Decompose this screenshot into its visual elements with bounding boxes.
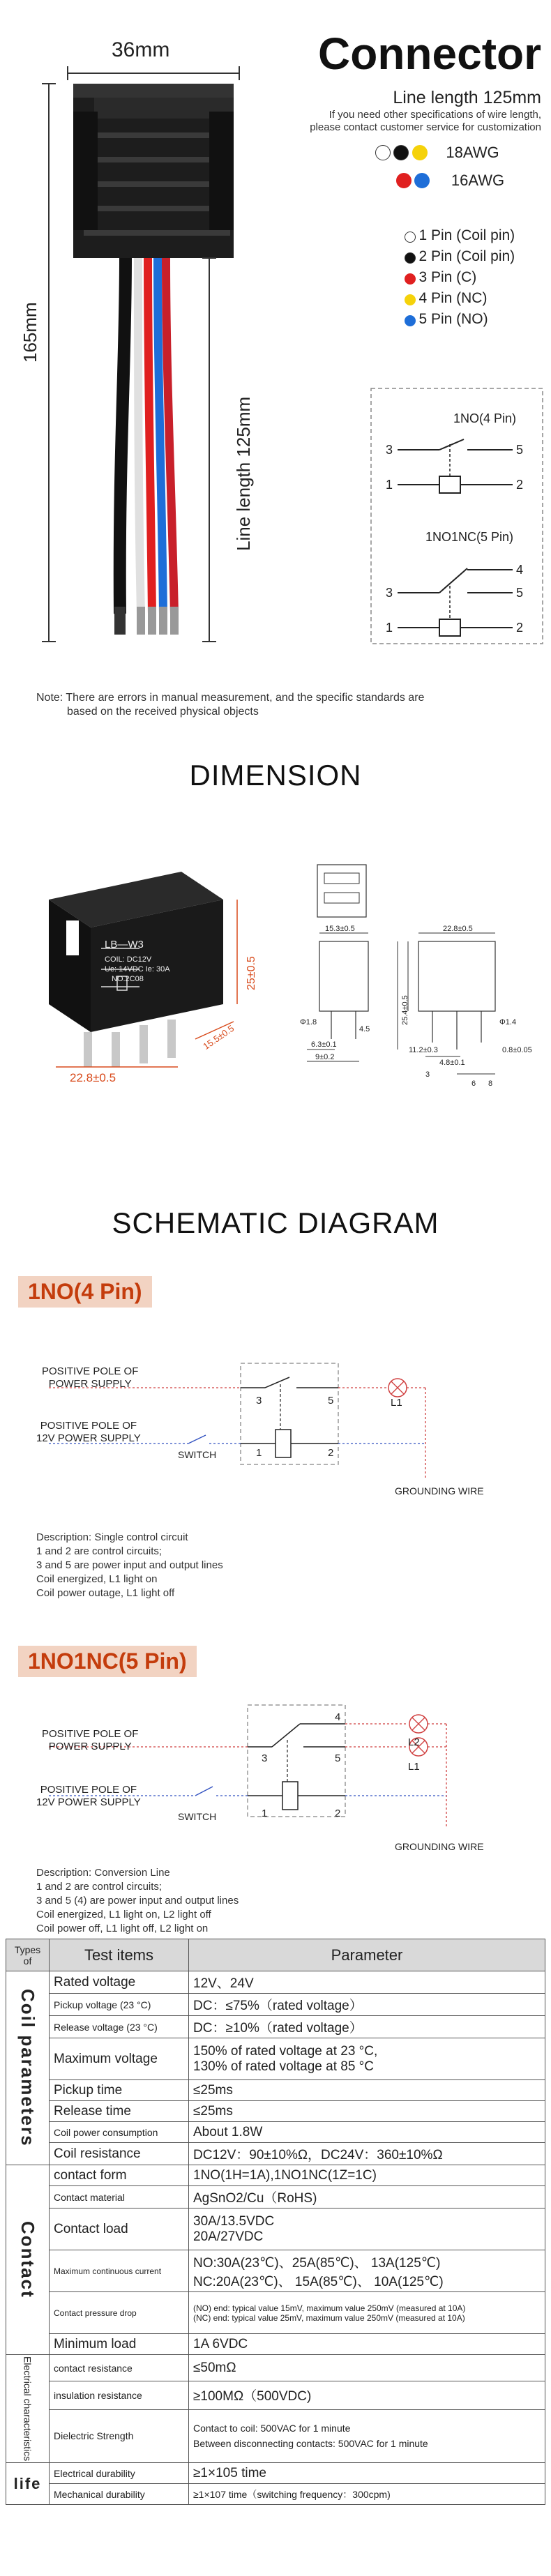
group-contact: Contact xyxy=(6,2165,50,2355)
pin1-dot-icon xyxy=(405,232,416,243)
circuit1-description: Description: Single control circuit 1 and 2 are control circuits; 3 and 5 are power input and output lines Coil energized, L1 light on Coil power outage, L1 light off xyxy=(36,1531,223,1599)
lamp-l1-label-2: L1 xyxy=(408,1761,420,1773)
group-coil: Coil parameters xyxy=(6,1971,50,2165)
pin-num-2b: 2 xyxy=(516,621,524,635)
table-row: Minimum load 1A 6VDC xyxy=(6,2334,545,2355)
dimension-heading: DIMENSION xyxy=(189,759,362,791)
pos12-supply-label: POSITIVE POLE OF 12V POWER SUPPLY xyxy=(36,1420,141,1444)
dim-6: 6 xyxy=(471,1079,476,1088)
connector-title: Connector xyxy=(318,29,541,79)
top-section xyxy=(0,0,551,739)
pin-legend-item: 2 Pin (Coil pin) xyxy=(405,248,515,269)
circuit2-description: Description: Conversion Line 1 and 2 are control circuits; 3 and 5 (4) are power input and output lines Coil energized, L1 light on, L2 light off Coil power off, L1 light off, L2 light on xyxy=(36,1867,239,1934)
c2-pin3: 3 xyxy=(262,1752,268,1764)
pin-num-2a: 2 xyxy=(516,478,524,492)
pin-num-1a: 1 xyxy=(386,478,393,492)
yellow-dot-icon xyxy=(412,145,428,160)
dim-9: 9±0.2 xyxy=(315,1053,335,1061)
connector-illustration xyxy=(42,70,251,656)
c1-pin5: 5 xyxy=(328,1395,334,1407)
blue-dot-icon xyxy=(414,173,430,188)
table-row: Pickup voltage (23 °C) DC：≤75%（rated voltage） xyxy=(6,1994,545,2016)
table-row: life Electrical durability ≥1×105 time xyxy=(6,2463,545,2484)
dim-phi1-4: Φ1.4 xyxy=(499,1018,517,1026)
dim-4-8: 4.8±0.1 xyxy=(439,1059,465,1067)
measurement-note-line2: based on the received physical objects xyxy=(67,706,259,718)
table-row: Maximum voltage 150% of rated voltage at 23 °C, 130% of rated voltage at 85 °C xyxy=(6,2038,545,2080)
c2-pin2: 2 xyxy=(335,1808,341,1819)
table-row: Release time ≤25ms xyxy=(6,2101,545,2122)
width-dimension-label: 36mm xyxy=(112,38,170,61)
awg16-row xyxy=(396,172,504,190)
table-row: Contact pressure drop (NO) end: typical value 15mV, maximum value 250mV (measured at 10A) (NC) end: typical value 25mV, maximum value 250mV (measured at 10A) xyxy=(6,2292,545,2334)
pin-diagram-5pin-title: 1NO1NC(5 Pin) xyxy=(425,530,514,544)
pin5-dot-icon xyxy=(405,315,416,326)
pin-diagram-4pin-title: 1NO(4 Pin) xyxy=(453,411,517,425)
ground-label-2: GROUNDING WIRE xyxy=(395,1841,484,1852)
dim-11-2: 11.2±0.3 xyxy=(409,1046,438,1054)
spec-table xyxy=(6,1939,545,2505)
dim-15-3: 15.3±0.5 xyxy=(325,925,355,933)
height-dimension-label: 165mm xyxy=(20,302,40,363)
black-dot-icon xyxy=(393,145,409,160)
dim-phi1-8: Φ1.8 xyxy=(300,1018,317,1026)
dim-6-3: 6.3±0.1 xyxy=(311,1040,337,1049)
dim-25-4: 25.4±0.5 xyxy=(401,995,409,1025)
relay-no-label: NO.2C08 xyxy=(112,975,144,983)
line-length-label: Line length 125mm xyxy=(393,88,541,107)
col-test-items: Test items xyxy=(50,1939,189,1971)
table-row: insulation resistance ≥100MΩ（500VDC) xyxy=(6,2381,545,2410)
c1-pin1: 1 xyxy=(256,1447,262,1459)
c2-pin1: 1 xyxy=(262,1808,268,1819)
c2-pin4: 4 xyxy=(335,1711,341,1723)
col-types: Types of xyxy=(6,1939,50,1971)
table-row: Contact material AgSnO2/Cu（RoHS) xyxy=(6,2186,545,2208)
table-row: Contact contact form 1NO(1H=1A),1NO1NC(1Z=1C) xyxy=(6,2165,545,2186)
pin2-dot-icon xyxy=(405,252,416,264)
c1-pin3: 3 xyxy=(256,1395,262,1407)
table-row: Release voltage (23 °C) DC：≥10%（rated voltage） xyxy=(6,2016,545,2038)
pin4-dot-icon xyxy=(405,294,416,305)
badge-1no1nc-5pin: 1NO1NC(5 Pin) xyxy=(18,1646,197,1677)
lamp-l1-label: L1 xyxy=(391,1397,402,1409)
pin-legend-item: 4 Pin (NC) xyxy=(405,290,515,311)
badge-1no-4pin: 1NO(4 Pin) xyxy=(18,1276,152,1308)
pin-num-4b: 4 xyxy=(516,563,524,577)
pin3-dot-icon xyxy=(405,273,416,285)
table-header-row xyxy=(6,1939,545,1971)
table-row: Dielectric Strength Contact to coil: 500VAC for 1 minute Between disconnecting contacts: 500VAC for 1 minute xyxy=(6,2409,545,2462)
pin-num-5b: 5 xyxy=(516,586,524,600)
relay-width-dim: 22.8±0.5 xyxy=(70,1071,116,1084)
schematic-heading: SCHEMATIC DIAGRAM xyxy=(112,1206,439,1239)
table-row: Maximum continuous current NO:30A(23℃)、25A(85℃)、 13A(125℃) NC:20A(23℃)、 15A(85℃)、 10A(125℃) xyxy=(6,2250,545,2292)
dim-8: 8 xyxy=(488,1079,493,1088)
awg18-row xyxy=(375,144,499,162)
relay-height-dim: 25±0.5 xyxy=(246,956,257,990)
c2-pin5: 5 xyxy=(335,1752,341,1764)
awg16-label: 16AWG xyxy=(451,172,505,189)
table-row: Mechanical durability ≥1×107 time（switching frequency：300cpm) xyxy=(6,2484,545,2505)
pin-num-1b: 1 xyxy=(386,621,393,635)
measurement-note-line1: Note: There are errors in manual measurement, and the specific standards are xyxy=(36,692,425,704)
pin-legend-item: 1 Pin (Coil pin) xyxy=(405,227,515,248)
table-row: Electrical characteristics contact resistance ≤50mΩ xyxy=(6,2355,545,2381)
white-dot-icon xyxy=(375,145,391,160)
table-row: Pickup time ≤25ms xyxy=(6,2080,545,2101)
pos-supply-label: POSITIVE POLE OF POWER SUPPLY xyxy=(42,1365,139,1390)
awg18-label: 18AWG xyxy=(446,144,499,161)
relay-model-label: LB—W3 xyxy=(105,939,144,950)
relay-coil-label: COIL: DC12V xyxy=(105,955,152,964)
red-dot-icon xyxy=(396,173,412,188)
relay-spec-label: Ue: 14VDC Ie: 30A xyxy=(105,965,170,973)
dim-3: 3 xyxy=(425,1070,430,1079)
custom-note-line1: If you need other specifications of wire length, xyxy=(329,109,541,121)
ground-label: GROUNDING WIRE xyxy=(395,1485,484,1497)
table-row: Contact load 30A/13.5VDC 20A/27VDC xyxy=(6,2208,545,2250)
lamp-l2-label: L2 xyxy=(408,1736,420,1748)
col-parameter: Parameter xyxy=(189,1939,545,1971)
group-life: life xyxy=(6,2463,50,2505)
dim-0-8: 0.8±0.05 xyxy=(502,1046,532,1054)
pin-num-5a: 5 xyxy=(516,443,524,457)
pin-num-3a: 3 xyxy=(386,443,393,457)
pin-legend-item: 3 Pin (C) xyxy=(405,269,515,290)
pin-legend-item: 5 Pin (NO) xyxy=(405,311,515,332)
dim-4-5: 4.5 xyxy=(359,1025,370,1033)
pin-num-3b: 3 xyxy=(386,586,393,600)
table-row: Coil power consumption About 1.8W xyxy=(6,2122,545,2143)
relay-depth-dim: 15.5±0.5 xyxy=(201,1022,236,1052)
custom-note-line2: please contact customer service for customization xyxy=(310,121,541,133)
switch-label: SWITCH xyxy=(178,1449,217,1460)
relay-3d-illustration xyxy=(35,858,272,1095)
group-electrical: Electrical characteristics xyxy=(6,2355,50,2463)
line-length-vertical-label: Line length 125mm xyxy=(233,396,254,551)
table-row: Coil parameters Rated voltage 12V、24V xyxy=(6,1971,545,1994)
c1-pin2: 2 xyxy=(328,1447,334,1459)
pin-legend xyxy=(405,227,515,332)
pos12-supply-label-2: POSITIVE POLE OF 12V POWER SUPPLY xyxy=(36,1784,141,1808)
pos-supply-label-2: POSITIVE POLE OF POWER SUPPLY xyxy=(42,1728,139,1752)
dim-22-8: 22.8±0.5 xyxy=(443,925,473,933)
switch-label-2: SWITCH xyxy=(178,1811,217,1822)
table-row: Coil resistance DC12V：90±10%Ω，DC24V：360±10%Ω xyxy=(6,2143,545,2165)
